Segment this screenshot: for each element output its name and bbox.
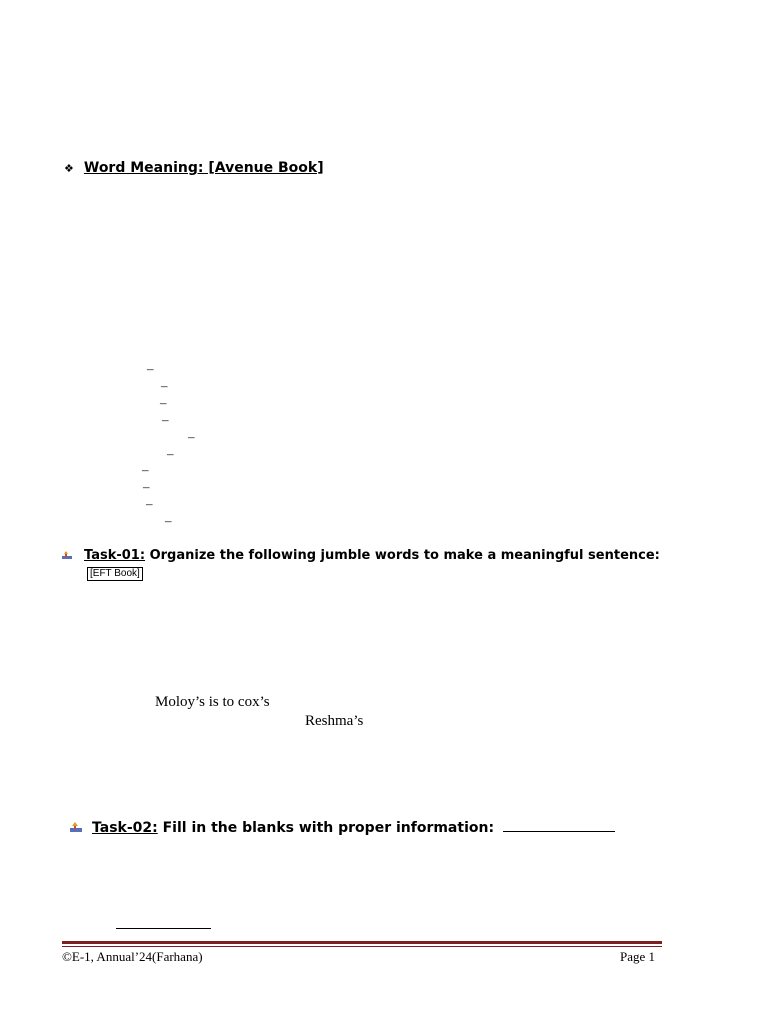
footer-rule — [62, 941, 662, 944]
task-02-label: Task-02: — [92, 820, 158, 836]
word-meaning-heading — [64, 160, 324, 176]
word-list-dash: – — [162, 412, 169, 427]
jumble-line-1: Moloy’s is to cox’s — [155, 694, 270, 710]
answer-blank-line — [116, 928, 211, 929]
arrow-bullet-icon — [62, 549, 72, 559]
task-02-blank — [503, 819, 615, 832]
word-list-dash: – — [142, 462, 149, 477]
word-list-dash: – — [146, 496, 153, 511]
word-meaning-title: Word Meaning: [Avenue Book] — [83, 160, 324, 176]
arrow-bullet-icon — [70, 821, 82, 833]
task-01-heading — [62, 548, 660, 563]
task-01-instruction: Organize the following jumble words to make a meaningful sentence: — [149, 548, 660, 563]
footer-left: ©E-1, Annual’24(Farhana) — [62, 949, 203, 964]
page-number: Page 1 — [620, 949, 656, 964]
diamond-bullet-icon: ❖ — [64, 162, 74, 175]
word-list-dash: – — [160, 395, 167, 410]
task-02-instruction: Fill in the blanks with proper information: — [162, 820, 495, 836]
word-list-dash: – — [167, 446, 174, 461]
word-list-dash: – — [147, 361, 154, 376]
jumble-line-2: Reshma’s — [305, 713, 364, 729]
word-list-dash: – — [143, 479, 150, 494]
task-01-source: [EFT Book] — [87, 567, 143, 581]
task-02-heading — [70, 819, 615, 836]
word-list-dash: – — [161, 378, 168, 393]
task-01-label: Task-01: — [84, 548, 146, 563]
word-list-dash: – — [165, 513, 172, 528]
footer-rule-thin — [62, 946, 662, 947]
word-list-dash: – — [188, 429, 195, 444]
